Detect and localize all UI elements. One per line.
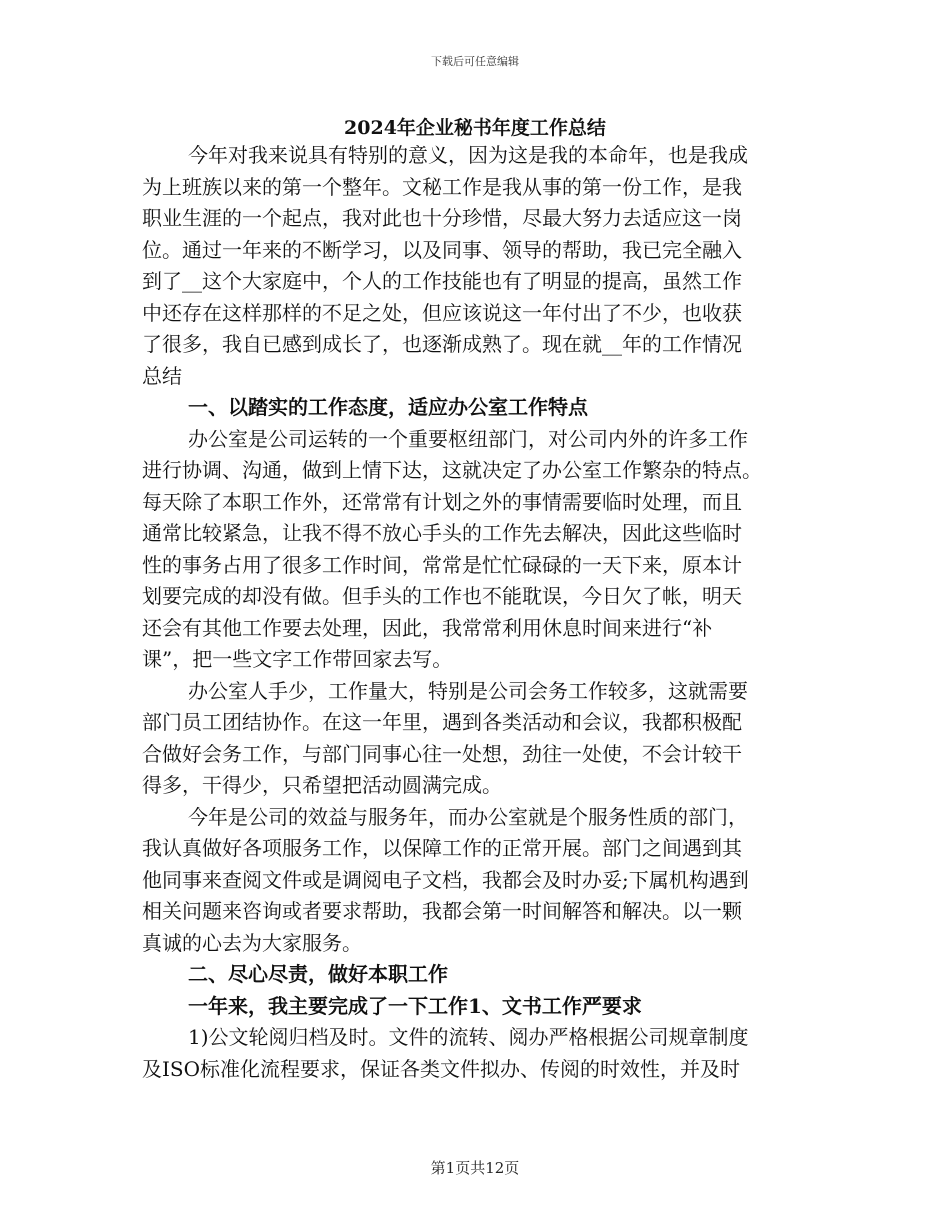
body-text-line: 划要完成的却没有做。但手头的工作也不能耽误，今日欠了帐，明天: [142, 584, 742, 608]
document-body: [142, 140, 808, 1085]
body-text-line: 真诚的心去为大家服务。: [142, 930, 362, 955]
body-text-line: 职业生涯的一个起点，我对此也十分珍惜，尽最大努力去适应这一岗: [142, 206, 742, 230]
body-text-line: 办公室人手少，工作量大，特别是公司会务工作较多，这就需要: [188, 678, 748, 703]
body-text-line: 办公室是公司运转的一个重要枢纽部门，对公司内外的许多工作: [188, 426, 748, 451]
body-text-line: 课”，把一些文字工作带回家去写。: [142, 647, 453, 671]
page-footer: 第1页共12页: [430, 1159, 520, 1177]
body-text-line: 部门员工团结协作。在这一年里，遇到各类活动和会议，我都积极配: [142, 710, 742, 734]
body-text-line: 合做好会务工作，与部门同事心往一处想，劲往一处使，不会计较干: [142, 741, 742, 766]
section-heading-line: 二、尽心尽责，做好本职工作: [188, 962, 448, 986]
body-text-line: 中还存在这样那样的不足之处，但应该说这一年付出了不少，也收获: [142, 300, 742, 325]
document-title: 2024年企业秘书年度工作总结: [344, 117, 606, 139]
body-text-line: 今年对我来说具有特别的意义，因为这是我的本命年，也是我成: [188, 143, 748, 167]
body-text-line: 今年是公司的效益与服务年，而办公室就是个服务性质的部门，: [188, 804, 748, 829]
body-text-line: 性的事务占用了很多工作时间，常常是忙忙碌碌的一天下来，原本计: [142, 552, 742, 577]
section-heading-line: 一年来，我主要完成了一下工作1、文书工作严要求: [188, 993, 642, 1018]
body-text-line: 还会有其他工作要去处理，因此，我常常利用休息时间来进行“补: [142, 615, 713, 640]
body-text-line: 进行协调、沟通，做到上情下达，这就决定了办公室工作繁杂的特点。: [142, 458, 762, 482]
body-text-line: 得多，干得少，只希望把活动圆满完成。: [142, 773, 502, 797]
body-text-line: 及ISO标准化流程要求，保证各类文件拟办、传阅的时效性，并及时: [142, 1056, 740, 1081]
body-text-line: 了很多，我自已感到成长了，也逐渐成熟了。现在就__年的工作情况: [142, 332, 742, 356]
body-text-line: 总结: [142, 363, 182, 388]
body-text-line: 他同事来查阅文件或是调阅电子文档，我都会及时办妥;下属机构遇到: [142, 867, 749, 892]
body-text-line: 到了__这个大家庭中，个人的工作技能也有了明显的提高，虽然工作: [142, 269, 742, 293]
section-heading-line: 一、以踏实的工作态度，适应办公室工作特点: [188, 395, 588, 419]
body-text-line: 通常比较紧急，让我不得不放心手头的工作先去解决，因此这些临时: [142, 521, 742, 545]
body-text-line: 每天除了本职工作外，还常常有计划之外的事情需要临时处理，而且: [142, 489, 742, 514]
header-note: 下载后可任意编辑: [431, 55, 519, 68]
body-text-line: 我认真做好各项服务工作，以保障工作的正常开展。部门之间遇到其: [142, 836, 742, 860]
body-text-line: 1)公文轮阅归档及时。文件的流转、阅办严格根据公司规章制度: [188, 1025, 749, 1049]
body-text-line: 位。通过一年来的不断学习，以及同事、领导的帮助，我已完全融入: [142, 237, 742, 262]
body-text-line: 相关问题来咨询或者要求帮助，我都会第一时间解答和解决。以一颗: [142, 899, 742, 923]
body-text-line: 为上班族以来的第一个整年。文秘工作是我从事的第一份工作，是我: [142, 174, 742, 199]
